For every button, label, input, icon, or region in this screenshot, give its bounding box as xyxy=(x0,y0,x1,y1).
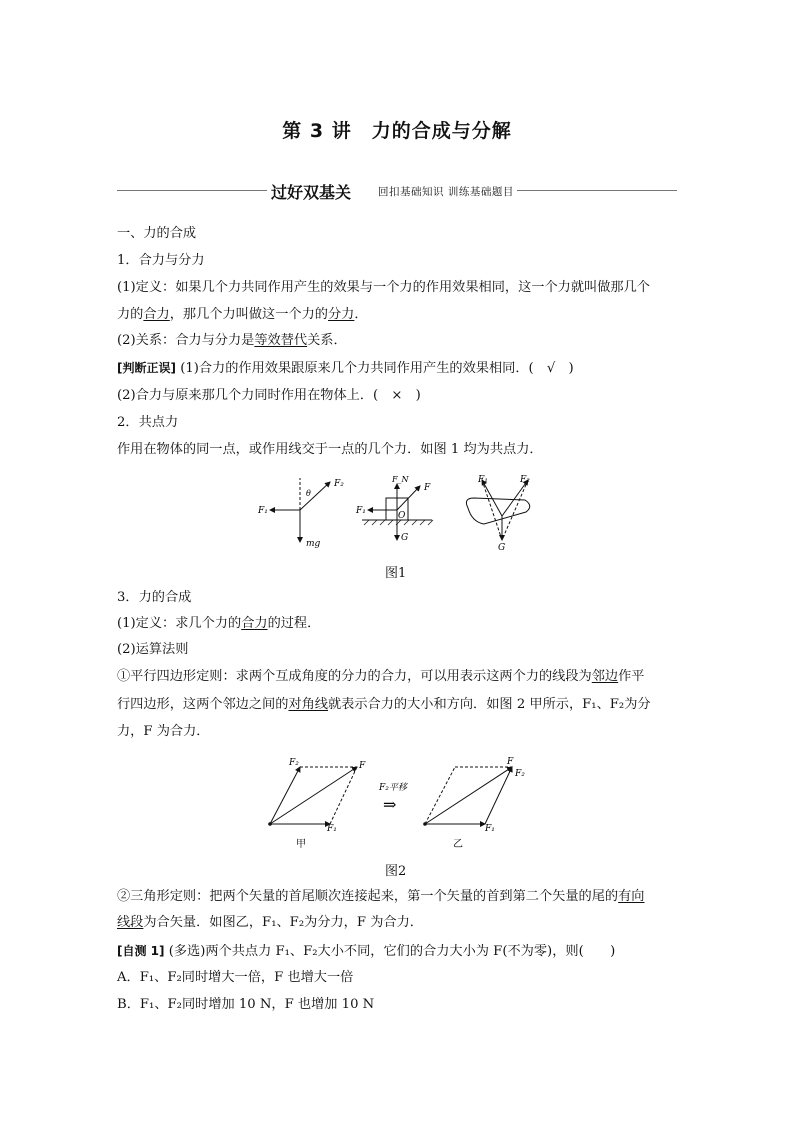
banner-subtitle: 回扣基础知识 训练基础题目 xyxy=(375,184,517,199)
parallelogram-line-2: 行四边形，这两个邻边之间的对角线就表示合力的大小和方向．如图 2 甲所示，F₁、F₂为分 xyxy=(117,697,651,712)
page-title: 第 3 讲 力的合成与分解 xyxy=(282,120,512,142)
rule-heading: (2)运算法则 xyxy=(117,642,189,657)
blank-answer: 合力 xyxy=(241,616,268,631)
figure-1-caption: 图1 xyxy=(385,566,407,581)
option-a: A．F₁、F₂同时增大一倍，F 也增大一倍 xyxy=(117,970,354,985)
label-f: F xyxy=(359,761,366,771)
blank-answer: 对角线 xyxy=(288,697,328,712)
label-g: G xyxy=(401,533,409,543)
label-yi: 乙 xyxy=(453,839,463,850)
force-arrow xyxy=(300,482,330,510)
blank-answer: 分力 xyxy=(328,307,355,322)
label-f2: F₂ xyxy=(334,479,344,489)
label-f1: F₁ xyxy=(485,824,495,834)
label-f1: F₁ xyxy=(478,475,488,485)
label-jia: 甲 xyxy=(296,839,306,850)
label-o: O xyxy=(398,511,406,521)
section-banner xyxy=(117,180,677,200)
blank-answer: 等效替代 xyxy=(254,333,308,348)
banner-rule-right xyxy=(507,190,677,191)
label-fn: F_N xyxy=(392,475,409,484)
self-test-question: [自测 1] (多选)两个共点力 F₁、F₂大小不同，它们的合力大小为 F(不为零)，则( ) xyxy=(117,944,616,959)
shift-arrow-icon: ⇒ xyxy=(383,795,397,814)
blank-answer: 合力 xyxy=(143,307,170,322)
label-shift: F₂平移 xyxy=(379,783,407,793)
parallelogram-line-3: 力，F 为合力． xyxy=(117,724,210,739)
definition-line-2: 力的合力，那几个力叫做这一个力的分力． xyxy=(117,307,368,322)
force-arrow xyxy=(502,480,528,516)
label-f1: F₁ xyxy=(356,506,366,516)
label-f1: F₁ xyxy=(327,824,337,834)
figure-2-caption: 图2 xyxy=(385,864,407,879)
composition-definition: (1)定义：求几个力的合力的过程． xyxy=(117,616,321,631)
option-b: B．F₁、F₂同时增加 10 N，F 也增加 10 N xyxy=(117,997,375,1012)
origin-dot xyxy=(423,822,427,826)
judge-line-1: [判断正误] (1)合力的作用效果跟原来几个力共同作用产生的效果相同．( √ ) xyxy=(117,361,574,376)
triangle-line-2: 线段为合矢量．如图乙，F₁、F₂为分力，F 为合力． xyxy=(117,915,423,930)
label-f2: F₂ xyxy=(515,769,525,779)
judge-line-2: (2)合力与原来那几个力同时作用在物体上．( × ) xyxy=(117,388,421,403)
label-f2: F₂ xyxy=(520,475,530,485)
figure-2 xyxy=(255,752,545,852)
blank-answer: 有向 xyxy=(618,889,645,904)
banner-rule-left xyxy=(117,190,267,191)
blank-answer: 邻边 xyxy=(591,669,619,684)
blank-answer: 线段 xyxy=(117,915,144,930)
self-test-tag: [自测 1] xyxy=(117,944,165,958)
dashed-line xyxy=(425,767,455,824)
label-mg: mg xyxy=(306,539,321,549)
label-f2: F₂ xyxy=(289,758,299,768)
definition-line-1: (1)定义：如果几个力共同作用产生的效果与一个力的作用效果相同，这一个力就叫做那几个 xyxy=(117,280,650,295)
parallelogram-line-1: ①平行四边形定则：求两个互成角度的分力的合力，可以用表示这两个力的线段为邻边作平 xyxy=(117,669,645,684)
subheading-2: 2．共点力 xyxy=(117,415,179,430)
subheading-3: 3．力的合成 xyxy=(117,590,192,605)
label-theta: θ xyxy=(306,489,311,498)
label-f: F xyxy=(507,757,514,767)
concurrent-force-text: 作用在物体的同一点，或作用线交于一点的几个力．如图 1 均为共点力． xyxy=(117,442,543,457)
label-f: F xyxy=(424,483,431,493)
triangle-line-1: ②三角形定则：把两个矢量的首尾顺次连接起来，第一个矢量的首到第二个矢量的尾的有向 xyxy=(117,889,645,904)
irregular-body xyxy=(466,498,529,524)
label-g: G xyxy=(498,543,506,553)
section-heading: 一、力的合成 xyxy=(117,226,197,241)
force-arrow xyxy=(270,767,300,824)
subheading-1: 1．合力与分力 xyxy=(117,253,205,268)
judge-tag: [判断正误] xyxy=(117,361,176,375)
relation-line: (2)关系：合力与分力是等效替代关系． xyxy=(117,333,347,348)
label-f1: F₁ xyxy=(258,506,268,516)
banner-title: 过好双基关 xyxy=(267,180,355,203)
origin-dot xyxy=(268,822,272,826)
figure-1 xyxy=(250,470,550,555)
